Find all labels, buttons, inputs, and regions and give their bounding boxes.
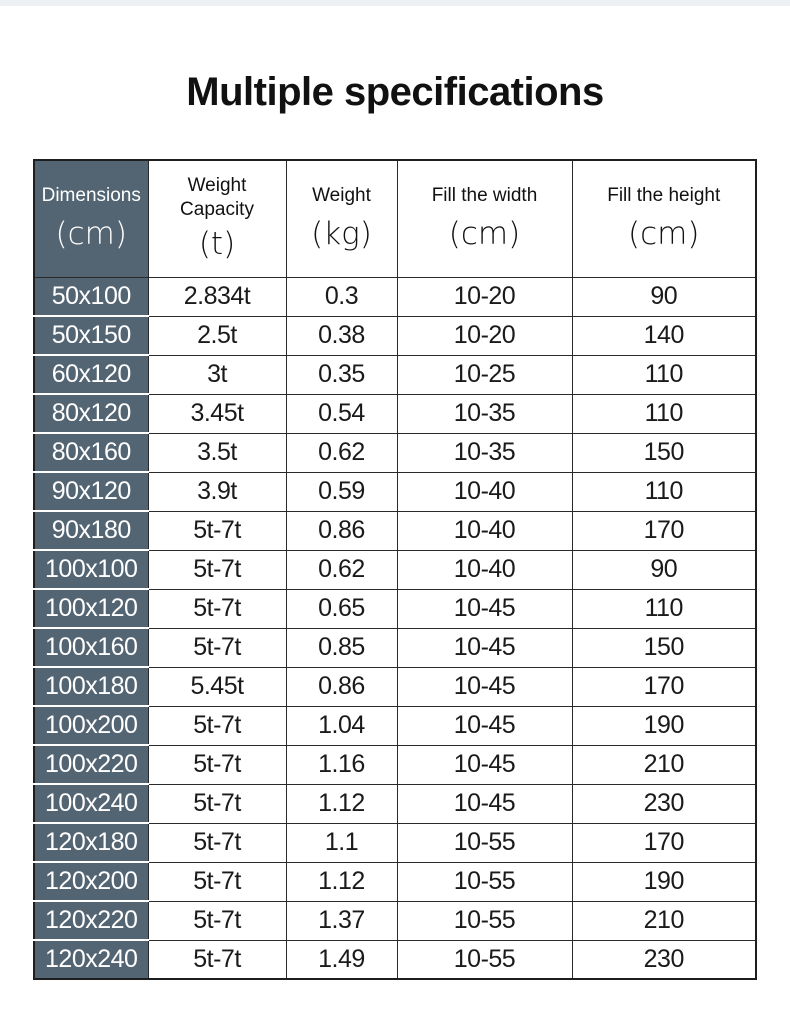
dimensions-cell: 100x240	[34, 784, 148, 823]
dimensions-cell: 60x120	[34, 355, 148, 394]
dimensions-cell: 100x180	[34, 667, 148, 706]
weight-cell: 0.59	[286, 472, 397, 511]
table-row	[34, 278, 756, 317]
dimensions-cell: 80x120	[34, 394, 148, 433]
weight-cell: 0.35	[286, 355, 397, 394]
header-label: Weight	[312, 185, 371, 206]
fill-width-cell: 10-40	[397, 511, 572, 550]
weight-cell: 1.04	[286, 706, 397, 745]
fill-width-cell: 10-40	[397, 550, 572, 589]
table-row	[34, 706, 756, 745]
weight-cell: 1.49	[286, 940, 397, 979]
weight-capacity-cell: 3t	[148, 355, 286, 394]
fill-height-cell: 190	[572, 862, 756, 901]
fill-height-cell: 230	[572, 940, 756, 979]
dimensions-cell: 90x180	[34, 511, 148, 550]
fill-height-cell: 150	[572, 628, 756, 667]
table-row	[34, 628, 756, 667]
header-fill-width	[397, 160, 572, 278]
fill-height-cell: 210	[572, 745, 756, 784]
fill-width-cell: 10-55	[397, 901, 572, 940]
dimensions-cell: 100x200	[34, 706, 148, 745]
weight-cell: 0.65	[286, 589, 397, 628]
fill-width-cell: 10-55	[397, 823, 572, 862]
fill-height-cell: 170	[572, 667, 756, 706]
dimensions-cell: 120x200	[34, 862, 148, 901]
fill-width-cell: 10-45	[397, 589, 572, 628]
dimensions-cell: 120x220	[34, 901, 148, 940]
fill-width-cell: 10-45	[397, 784, 572, 823]
weight-cell: 0.86	[286, 667, 397, 706]
dimensions-cell: 120x240	[34, 940, 148, 979]
fill-height-cell: 150	[572, 433, 756, 472]
fill-height-cell: 110	[572, 355, 756, 394]
fill-width-cell: 10-25	[397, 355, 572, 394]
header-unit: (cm)	[55, 216, 127, 252]
fill-height-cell: 110	[572, 472, 756, 511]
table-row	[34, 823, 756, 862]
header-label: Fill the width	[431, 185, 538, 206]
dimensions-cell: 100x120	[34, 589, 148, 628]
header-unit: (kg)	[311, 216, 372, 252]
header-dimensions	[34, 160, 148, 278]
header-weight-capacity	[148, 160, 286, 278]
page-title: Multiple specifications	[186, 70, 604, 114]
fill-height-cell: 110	[572, 394, 756, 433]
header-unit: (cm)	[628, 216, 700, 252]
weight-capacity-cell: 2.5t	[148, 316, 286, 355]
fill-width-cell: 10-35	[397, 433, 572, 472]
weight-capacity-cell: 3.9t	[148, 472, 286, 511]
weight-capacity-cell: 5t-7t	[148, 550, 286, 589]
fill-height-cell: 190	[572, 706, 756, 745]
table-row	[34, 862, 756, 901]
weight-cell: 1.37	[286, 901, 397, 940]
fill-height-cell: 170	[572, 823, 756, 862]
header-weight	[286, 160, 397, 278]
weight-cell: 1.16	[286, 745, 397, 784]
weight-cell: 0.86	[286, 511, 397, 550]
table-row	[34, 433, 756, 472]
header-fill-height	[572, 160, 756, 278]
spec-table-container	[33, 159, 755, 980]
table-row	[34, 394, 756, 433]
table-row	[34, 667, 756, 706]
fill-height-cell: 90	[572, 278, 756, 317]
fill-width-cell: 10-45	[397, 628, 572, 667]
header-unit: (cm)	[448, 216, 521, 252]
header-label: Dimensions	[41, 185, 141, 206]
weight-capacity-cell: 5t-7t	[148, 784, 286, 823]
top-strip	[0, 0, 790, 6]
spec-table	[33, 159, 757, 980]
fill-height-cell: 110	[572, 589, 756, 628]
fill-width-cell: 10-40	[397, 472, 572, 511]
dimensions-cell: 120x180	[34, 823, 148, 862]
weight-capacity-cell: 5t-7t	[148, 589, 286, 628]
table-row	[34, 316, 756, 355]
weight-capacity-cell: 5t-7t	[148, 706, 286, 745]
table-row	[34, 784, 756, 823]
table-row	[34, 745, 756, 784]
dimensions-cell: 100x220	[34, 745, 148, 784]
table-row	[34, 355, 756, 394]
table-row	[34, 511, 756, 550]
weight-cell: 0.85	[286, 628, 397, 667]
weight-cell: 0.3	[286, 278, 397, 317]
dimensions-cell: 80x160	[34, 433, 148, 472]
weight-cell: 0.38	[286, 316, 397, 355]
weight-capacity-cell: 2.834t	[148, 278, 286, 317]
header-row	[34, 160, 756, 278]
fill-height-cell: 210	[572, 901, 756, 940]
weight-capacity-cell: 5t-7t	[148, 628, 286, 667]
weight-capacity-cell: 5.45t	[148, 667, 286, 706]
weight-cell: 1.1	[286, 823, 397, 862]
fill-height-cell: 230	[572, 784, 756, 823]
dimensions-cell: 50x100	[34, 278, 148, 317]
table-row	[34, 901, 756, 940]
dimensions-cell: 90x120	[34, 472, 148, 511]
fill-height-cell: 170	[572, 511, 756, 550]
weight-capacity-cell: 5t-7t	[148, 511, 286, 550]
header-label: Fill the height	[607, 185, 721, 206]
table-row	[34, 589, 756, 628]
table-row	[34, 472, 756, 511]
dimensions-cell: 100x100	[34, 550, 148, 589]
fill-width-cell: 10-45	[397, 745, 572, 784]
table-row	[34, 940, 756, 979]
fill-width-cell: 10-45	[397, 667, 572, 706]
dimensions-cell: 100x160	[34, 628, 148, 667]
header-label: Weight Capacity	[180, 175, 254, 220]
weight-capacity-cell: 3.45t	[148, 394, 286, 433]
table-row	[34, 550, 756, 589]
fill-width-cell: 10-20	[397, 316, 572, 355]
weight-cell: 1.12	[286, 862, 397, 901]
weight-capacity-cell: 3.5t	[148, 433, 286, 472]
weight-capacity-cell: 5t-7t	[148, 862, 286, 901]
weight-capacity-cell: 5t-7t	[148, 823, 286, 862]
spec-table-body	[34, 278, 756, 980]
weight-cell: 0.54	[286, 394, 397, 433]
fill-width-cell: 10-55	[397, 940, 572, 979]
weight-cell: 0.62	[286, 550, 397, 589]
weight-capacity-cell: 5t-7t	[148, 901, 286, 940]
fill-width-cell: 10-55	[397, 862, 572, 901]
fill-height-cell: 90	[572, 550, 756, 589]
weight-cell: 1.12	[286, 784, 397, 823]
weight-cell: 0.62	[286, 433, 397, 472]
fill-width-cell: 10-20	[397, 278, 572, 317]
fill-width-cell: 10-45	[397, 706, 572, 745]
weight-capacity-cell: 5t-7t	[148, 940, 286, 979]
weight-capacity-cell: 5t-7t	[148, 745, 286, 784]
fill-height-cell: 140	[572, 316, 756, 355]
header-unit: (t)	[198, 226, 236, 262]
dimensions-cell: 50x150	[34, 316, 148, 355]
fill-width-cell: 10-35	[397, 394, 572, 433]
